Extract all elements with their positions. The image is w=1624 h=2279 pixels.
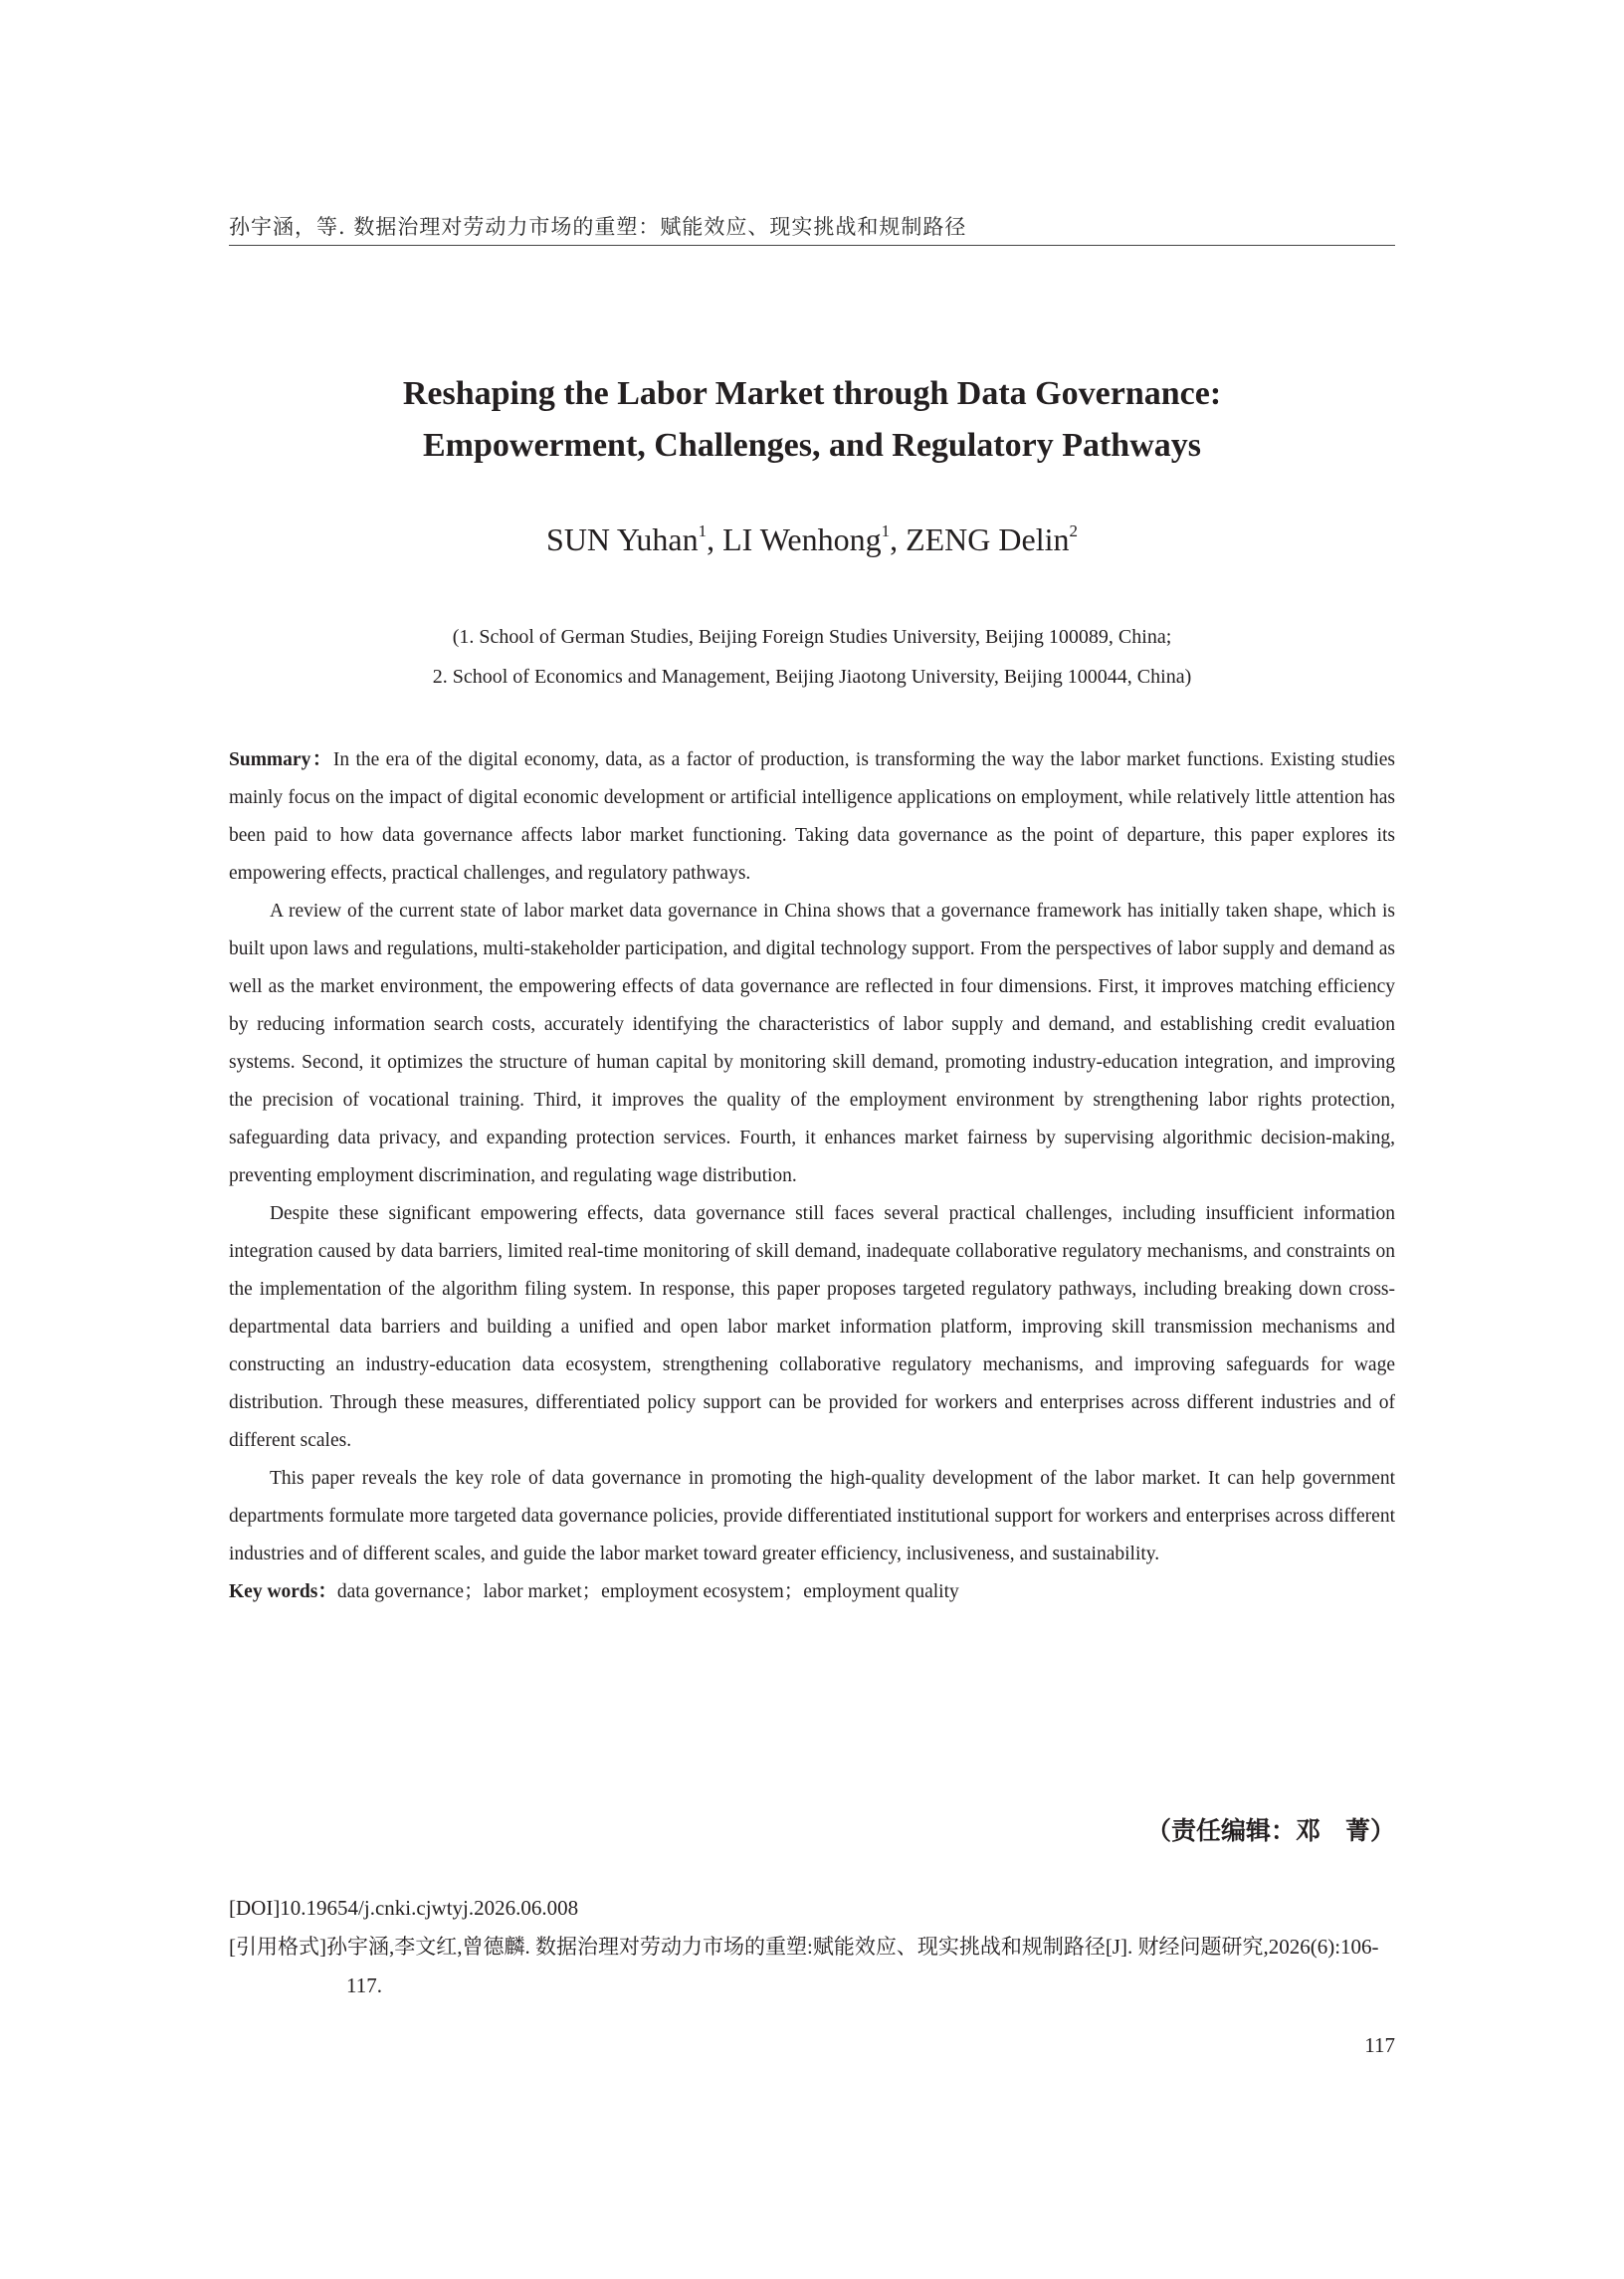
doi: [DOI]10.19654/j.cnki.cjwtyj.2026.06.008: [229, 1896, 579, 1920]
summary-label: Summary：: [229, 749, 333, 770]
author-affiliation-mark: 1: [881, 521, 891, 540]
author-name: ZENG Delin: [906, 521, 1070, 557]
author-affiliation-mark: 1: [698, 521, 708, 540]
abstract-paragraph: This paper reveals the key role of data governance in promoting the high-quality development of the labor market. It can help government departments formulate more targeted data governance policies, provide differentiated institutional support for workers and enterprises across different industries and of different scales, and guide the labor market toward greater efficiency, inclusiveness, and sustainability.: [229, 1468, 1395, 1564]
author-name: SUN Yuhan: [546, 521, 699, 557]
keywords-label: Key words：: [229, 1581, 337, 1602]
abstract-paragraph: A review of the current state of labor market data governance in China shows that a governance framework has initially taken shape, which is built upon laws and regulations, multi-stakeholder participation, and digital technology support. From the perspectives of labor supply and demand as well as the market environment, the empowering effects of data governance are reflected in four dimensions. First, it improves matching efficiency by reducing information search costs, accurately identifying the characteristics of labor supply and demand, and establishing credit evaluation systems. Second, it optimizes the structure of human capital by monitoring skill demand, promoting industry-education integration, and improving the precision of vocational training. Third, it improves the quality of the employment environment by strengthening labor rights protection, safeguarding data privacy, and expanding protection services. Fourth, it enhances market fairness by supervising algorithmic decision-making, preventing employment discrimination, and regulating wage distribution.: [229, 901, 1395, 1186]
author-name: LI Wenhong: [722, 521, 882, 557]
title-line-2: Empowerment, Challenges, and Regulatory Pathways: [423, 427, 1201, 464]
abstract-paragraph: Despite these significant empowering effects, data governance still faces several practical challenges, including insufficient information integration caused by data barriers, limited real-time monitoring of skill demand, inadequate collaborative regulatory mechanisms, and constraints on the implementation of the algorithm filing system. In response, this paper proposes targeted regulatory pathways, including breaking down cross-departmental data barriers and building a unified and open labor market information platform, improving skill transmission mechanisms and constructing an industry-education data ecosystem, strengthening collaborative regulatory mechanisms, and improving safeguards for wage distribution. Through these measures, differentiated policy support can be provided for workers and enterprises across different industries and of different scales.: [229, 1203, 1395, 1451]
affiliation-1: (1. School of German Studies, Beijing Foreign Studies University, Beijing 100089, China;: [452, 626, 1172, 648]
affiliations: [229, 617, 1395, 697]
running-header: 孙宇涵，等. 数据治理对劳动力市场的重塑：赋能效应、现实挑战和规制路径: [229, 215, 967, 239]
title-line-1: Reshaping the Labor Market through Data Governance:: [402, 375, 1222, 412]
citation-format: [引用格式]孙宇涵,李文红,曾德麟. 数据治理对劳动力市场的重塑:赋能效应、现实挑战和规制路径[J]. 财经问题研究,2026(6):106-117.: [229, 1935, 1379, 1997]
author-separator: ,: [890, 521, 907, 557]
authors: [229, 518, 1395, 561]
keywords: [229, 1573, 1395, 1611]
reference-block: [229, 1889, 1395, 2005]
editor-note: （责任编辑：邓 菁）: [1145, 1816, 1395, 1845]
author-separator: ,: [707, 521, 723, 557]
summary-text: In the era of the digital economy, data, as a factor of production, is transforming the way the labor market functions. Existing studies mainly focus on the impact of digital economic development or artificial intelligence applications on employment, while relatively little attention has been paid to how data governance affects labor market functioning. Taking data governance as the point of departure, this paper explores its empowering effects, practical challenges, and regulatory pathways.: [229, 749, 1395, 884]
keywords-text: data governance；labor market；employment ecosystem；employment quality: [336, 1581, 959, 1602]
affiliation-2: 2. School of Economics and Management, Beijing Jiaotong University, Beijing 100044, China): [432, 666, 1192, 688]
paper-title: [229, 368, 1395, 472]
author-affiliation-mark: 2: [1069, 521, 1078, 540]
abstract-paragraph: [229, 741, 1395, 893]
page-number: 117: [1364, 2033, 1395, 2057]
header-rule: [229, 245, 1395, 246]
abstract: [229, 741, 1395, 1611]
